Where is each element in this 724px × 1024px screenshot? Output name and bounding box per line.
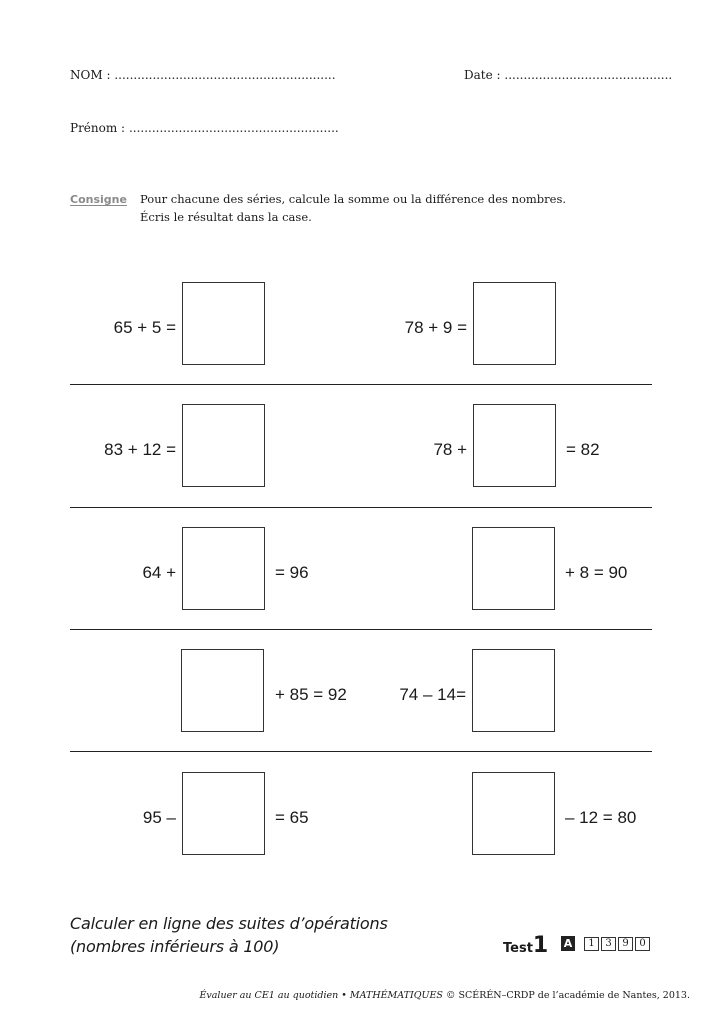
code-digit-1: 1 bbox=[584, 937, 599, 951]
r3-left-expression-before: 64 + bbox=[142, 563, 176, 582]
row-divider-1 bbox=[70, 384, 652, 385]
r2-right-expression-after: = 82 bbox=[566, 440, 600, 459]
r1-right-expression: 78 + 9 = bbox=[404, 318, 467, 337]
r5-left-expression-after: = 65 bbox=[275, 808, 309, 827]
answer-box-r2-left[interactable] bbox=[182, 404, 265, 487]
answer-box-r3-right[interactable] bbox=[472, 527, 555, 610]
r5-left-expression-before: 95 – bbox=[142, 808, 176, 827]
row-divider-2 bbox=[70, 507, 652, 508]
code-digit-4: 0 bbox=[635, 937, 650, 951]
answer-box-r2-right[interactable] bbox=[473, 404, 556, 487]
answer-box-r4-right[interactable] bbox=[472, 649, 555, 732]
r4-right-expression-before: 74 – 14= bbox=[399, 685, 466, 704]
instruction-line-2: Écris le résultat dans la case. bbox=[140, 210, 312, 224]
credit-publisher: © SCÉRÉN–CRDP de l’académie de Nantes, 2013. bbox=[445, 990, 690, 1001]
r2-left-expression: 83 + 12 = bbox=[104, 440, 176, 459]
first-name-label: Prénom : bbox=[70, 121, 126, 135]
exercise-title bbox=[70, 912, 388, 958]
answer-box-r1-right[interactable] bbox=[473, 282, 556, 365]
answer-box-r1-left[interactable] bbox=[182, 282, 265, 365]
instruction-label: Consigne bbox=[70, 193, 127, 206]
r1-left-expression: 65 + 5 = bbox=[113, 318, 176, 337]
name-label: NOM : bbox=[70, 68, 111, 82]
test-word: Test bbox=[503, 941, 533, 956]
date-label: Date : bbox=[464, 68, 501, 82]
r5-right-expression-after: – 12 = 80 bbox=[565, 808, 637, 827]
credit-book-title: Évaluer au CE1 au quotidien • MATHÉMATIQUES bbox=[199, 990, 443, 1001]
first-name-field[interactable] bbox=[70, 121, 339, 135]
exercise-title-line-2: (nombres inférieurs à 100) bbox=[70, 937, 280, 956]
level-badge: A bbox=[561, 936, 575, 951]
instruction-line-1: Pour chacune des séries, calcule la somme ou la différence des nombres. bbox=[140, 192, 567, 206]
r4-left-expression-after: + 85 = 92 bbox=[275, 685, 347, 704]
instruction-text bbox=[140, 190, 566, 226]
row-divider-3 bbox=[70, 629, 652, 630]
answer-box-r5-left[interactable] bbox=[182, 772, 265, 855]
code-digit-2: 3 bbox=[601, 937, 616, 951]
answer-box-r4-left[interactable] bbox=[181, 649, 264, 732]
date-dotted-line: ............................................ bbox=[504, 68, 673, 82]
exercise-title-line-1: Calculer en ligne des suites d’opérations bbox=[70, 914, 388, 933]
answer-box-r5-right[interactable] bbox=[472, 772, 555, 855]
date-field[interactable] bbox=[464, 68, 672, 82]
row-divider-4 bbox=[70, 751, 652, 752]
name-dotted-line: .......................................................... bbox=[114, 68, 336, 82]
r3-left-expression-after: = 96 bbox=[275, 563, 309, 582]
code-digit-3: 9 bbox=[618, 937, 633, 951]
r3-right-expression-after: + 8 = 90 bbox=[565, 563, 628, 582]
first-name-dotted-line: ....................................................... bbox=[128, 121, 339, 135]
answer-box-r3-left[interactable] bbox=[182, 527, 265, 610]
r2-right-expression-before: 78 + bbox=[433, 440, 467, 459]
test-label bbox=[503, 933, 548, 958]
name-field[interactable] bbox=[70, 68, 336, 82]
test-number: 1 bbox=[532, 933, 549, 958]
copyright-credit bbox=[199, 990, 690, 1001]
